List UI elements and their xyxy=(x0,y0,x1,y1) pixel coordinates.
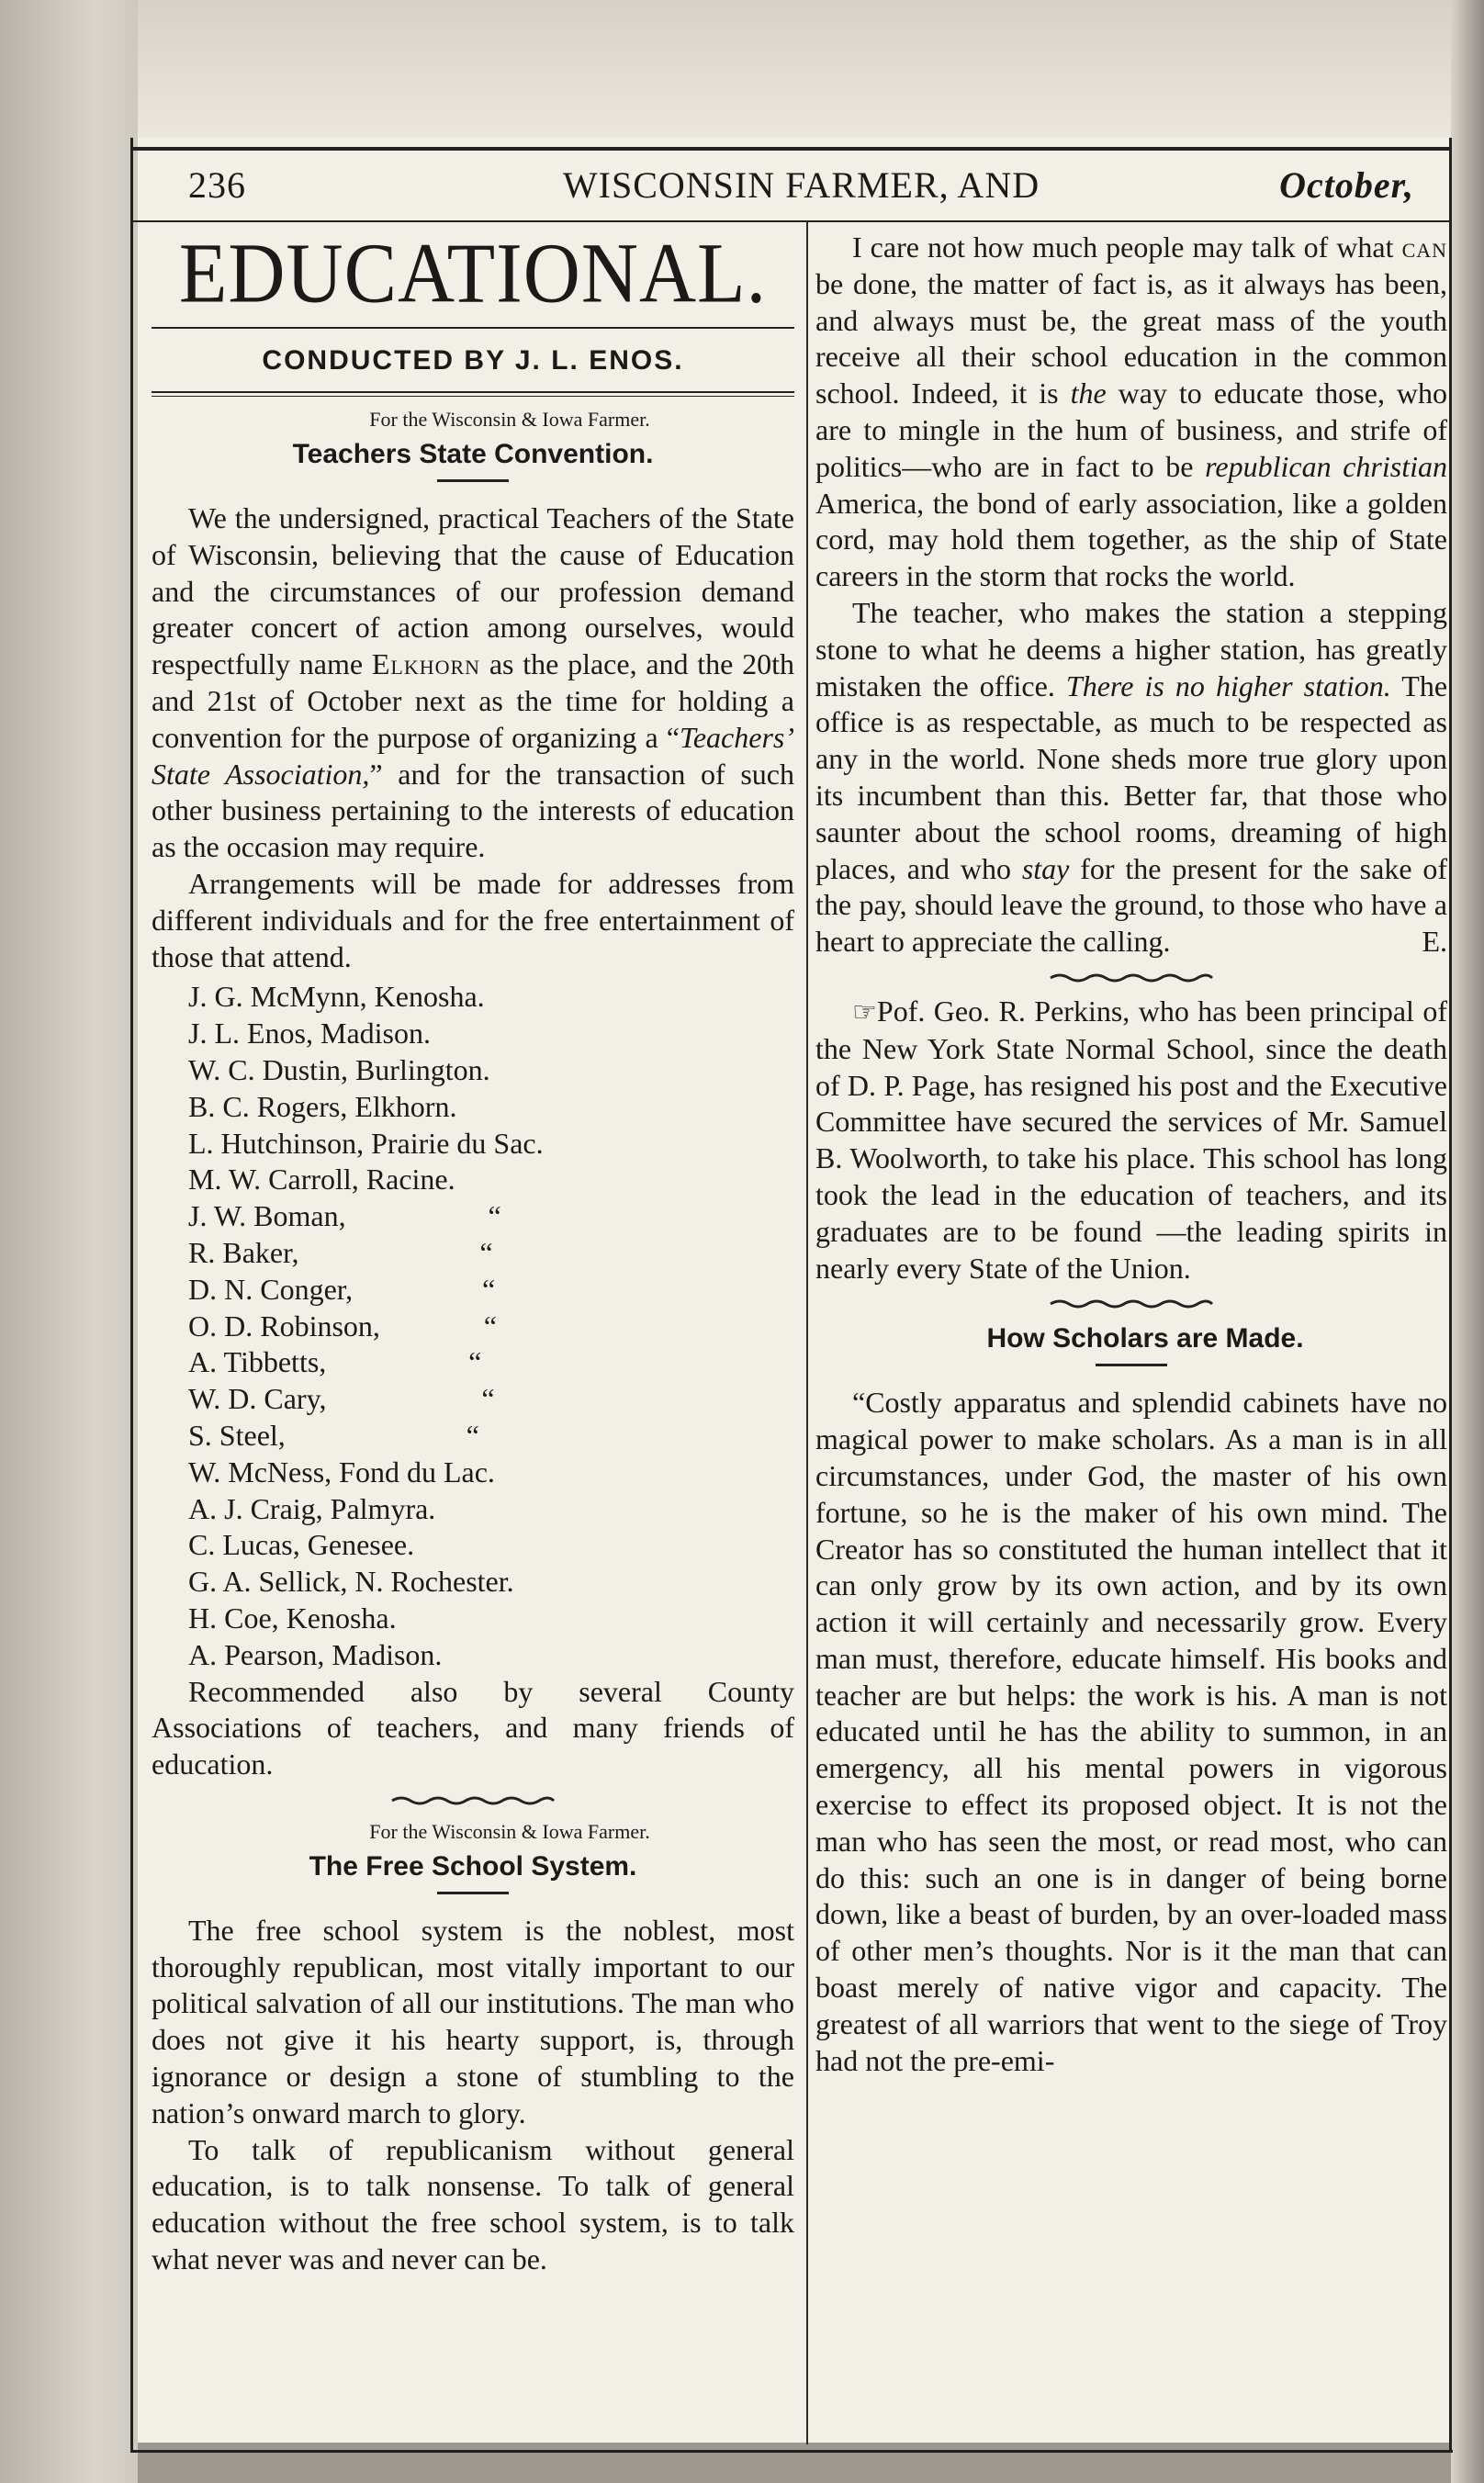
signer-row xyxy=(188,1016,794,1052)
signer-name: J. G. McMynn, Kenosha. xyxy=(188,980,485,1014)
signer-row xyxy=(188,1491,794,1528)
article-title-free-school: The Free School System. xyxy=(309,1850,637,1882)
right-column xyxy=(815,230,1447,2079)
scholars-paragraph: “Costly apparatus and splendid cabinets have no magical power to make scholars. As a man is in all circumstances, under God, the master of his own fortune, so he is the maker of his own mind. The Creator has so constituted the human intellect that it can only grow by its own action, and by its own action it will certainly and necessarily grow. Every man must, therefore, educate himself. His books and teacher are but helps: the work is his. A man is not educated until he has the ability to summon, in an emergency, all his mental powers in vigorous exercise to effect its proposed object. It is not the man who has seen the most, or read most, who can do this: such an one is in danger of being borne down, like a beast of burden, by an over-loaded mass of other men’s thoughts. Nor is it the man that can boast merely of native vigor and capacity. The greatest of all warriors that went to the siege of Troy had not the pre-emi- xyxy=(815,1386,1447,2077)
signer-name: S. Steel, xyxy=(188,1418,286,1452)
page-border-bottom xyxy=(130,2450,1453,2453)
article-title-convention: Teachers State Convention. xyxy=(292,439,654,469)
section-title: EDUCATIONAL. xyxy=(178,225,768,320)
signer-row xyxy=(188,1455,794,1491)
free-school-paragraph-1: The free school system is the noblest, most thoroughly republican, most vitally important to our political salvation of all our institutions. The man who does not give it his hearty support, is, through ignorance or design a stone of stumbling to the nation’s onward march to glory. xyxy=(152,1913,794,2129)
signer-row xyxy=(188,1126,794,1163)
title-underline xyxy=(437,479,509,482)
signer-row xyxy=(188,1089,794,1126)
perkins-paragraph: ☞Pof. Geo. R. Perkins, who has been principal of the New York State Normal School, since the death of D. P. Page, has resigned his post and the Executive Committee have secured the services of Mr. Samuel B. Woolworth, to take his place. This school has long took the lead in the education of teachers, and its graduates are to be found —the leading spirits in nearly every State of the Union. xyxy=(815,994,1447,1285)
signer-name: A. Pearson, Madison. xyxy=(188,1637,443,1671)
signer-row xyxy=(188,1162,794,1198)
ditto-mark: “ xyxy=(466,1418,479,1452)
signer-name: W. C. Dustin, Burlington. xyxy=(188,1052,490,1086)
ornamental-rule-3 xyxy=(1049,972,1214,984)
signer-row xyxy=(188,1272,794,1309)
signer-row xyxy=(188,1235,794,1272)
source-line: For the Wisconsin & Iowa Farmer. xyxy=(369,408,650,431)
ditto-mark: “ xyxy=(488,1199,501,1233)
issue-month: October, xyxy=(1279,164,1414,206)
signers-list xyxy=(188,979,794,1673)
signer-row xyxy=(188,1601,794,1637)
recommended-paragraph: Recommended also by several County Associations of teachers, and many friends of education. xyxy=(152,1674,794,1781)
ornamental-rule xyxy=(390,1794,556,1807)
scan-right-margin xyxy=(1451,0,1484,2483)
title-underline-2 xyxy=(437,1892,509,1894)
signer-name: A. Tibbetts, xyxy=(188,1345,327,1379)
signature-initial: E. xyxy=(1422,925,1447,959)
signer-name: L. Hutchinson, Prairie du Sac. xyxy=(188,1126,544,1160)
title-rule xyxy=(152,327,794,329)
ditto-mark: “ xyxy=(479,1235,493,1269)
article-title-scholars: How Scholars are Made. xyxy=(986,1323,1304,1354)
publication-title: WISCONSIN FARMER, AND xyxy=(562,164,1040,206)
signer-name: R. Baker, xyxy=(188,1235,299,1269)
signer-name: D. N. Conger, xyxy=(188,1272,354,1306)
column-divider xyxy=(806,222,808,2444)
double-rule-bottom xyxy=(152,396,794,397)
ditto-mark: “ xyxy=(481,1382,495,1416)
signer-name: J. L. Enos, Madison. xyxy=(188,1017,431,1050)
source-line-2: For the Wisconsin & Iowa Farmer. xyxy=(369,1819,650,1843)
signer-row xyxy=(188,1418,794,1455)
signer-row xyxy=(188,1344,794,1381)
signer-name: O. D. Robinson, xyxy=(188,1309,380,1343)
ditto-mark: “ xyxy=(482,1272,496,1306)
signer-name: W. D. Cary, xyxy=(188,1382,327,1416)
conducted-by: CONDUCTED BY J. L. ENOS. xyxy=(262,345,684,376)
signer-name: G. A. Sellick, N. Rochester. xyxy=(188,1565,514,1599)
header-bottom-rule xyxy=(133,220,1449,222)
ornamental-rule-4 xyxy=(1049,1298,1214,1310)
signer-name: M. W. Carroll, Racine. xyxy=(188,1163,455,1197)
ditto-mark: “ xyxy=(468,1345,482,1379)
left-column xyxy=(152,225,795,2278)
running-header xyxy=(188,163,1414,215)
signer-name: W. McNess, Fond du Lac. xyxy=(188,1455,495,1489)
signer-row xyxy=(188,1381,794,1418)
page-number: 236 xyxy=(188,164,246,206)
convention-paragraph: We the undersigned, practical Teachers of the State of Wisconsin, believing that the cause of Education and the circumstances of our profession demand greater concert of action among ourselves, would respectfully name Elkhorn as the place, and the 20th and 21st of October next as the time for holding a convention for the purpose of organizing a “Teachers’ State Association,” and for the transaction of such other business pertaining to the interests of education as the occasion may require. xyxy=(152,501,795,864)
signer-name: C. Lucas, Genesee. xyxy=(188,1528,415,1562)
signer-row xyxy=(188,1198,794,1235)
header-top-rule xyxy=(133,147,1449,151)
signer-row xyxy=(188,1527,794,1564)
scan-top-margin xyxy=(138,0,1451,138)
signer-row xyxy=(188,979,794,1016)
signer-name: J. W. Boman, xyxy=(188,1199,346,1233)
teacher-station-paragraph: The teacher, who makes the station a stepping stone to what he deems a higher station, has greatly mistaken the office. There is no higher station. The office is as respectable, as much to be respected as any in the world. None sheds more true glory upon its incumbent than this. Better far, that those who saunter about the school rooms, dreaming of high places, and who stay for the present for the sake of the pay, should leave the ground, to those who have a heart to appreciate the calling. E. xyxy=(815,595,1447,961)
signer-name: A. J. Craig, Palmyra. xyxy=(188,1491,436,1525)
common-school-paragraph: I care not how much people may talk of what can be done, the matter of fact is, as it always has been, and always must be, the great mass of the youth receive all their school education in the common school. Indeed, it is the way to educate those, who are to mingle in the hum of business, and strife of politics—who are in fact to be republican christian America, the bond of early association, like a golden cord, may hold them together, as the ship of State careers in the storm that rocks the world. xyxy=(815,230,1448,593)
title-underline-3 xyxy=(1096,1364,1167,1366)
scan-left-margin xyxy=(0,0,138,2483)
signer-row xyxy=(188,1564,794,1601)
signer-name: H. Coe, Kenosha. xyxy=(188,1601,397,1635)
ditto-mark: “ xyxy=(483,1309,497,1343)
arrangements-paragraph: Arrangements will be made for addresses from different individuals and for the free entertainment of those that attend. xyxy=(152,866,794,973)
signer-row xyxy=(188,1637,794,1674)
signer-row xyxy=(188,1309,794,1345)
pointing-hand-icon: ☞ xyxy=(852,995,877,1028)
double-rule-top xyxy=(152,391,794,393)
signer-row xyxy=(188,1052,794,1089)
page-border-left xyxy=(130,138,133,2452)
signer-name: B. C. Rogers, Elkhorn. xyxy=(188,1089,457,1123)
page-border-right xyxy=(1449,138,1452,2452)
free-school-paragraph-2: To talk of republicanism without general education, is to talk nonsense. To talk of general education without the free school system, is to talk what never was and never can be. xyxy=(152,2132,794,2276)
